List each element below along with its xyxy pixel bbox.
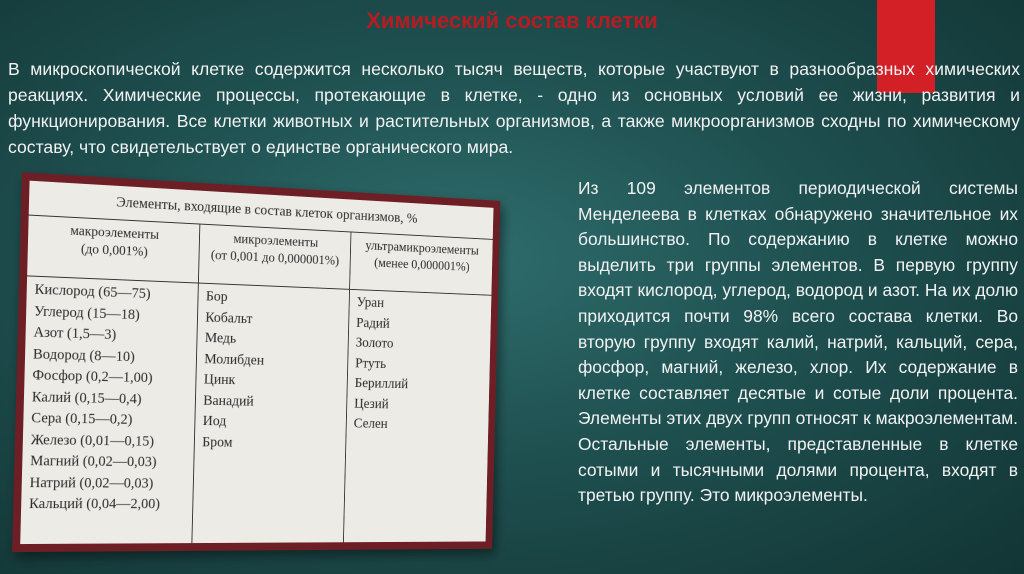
slide-title: Химический состав клетки	[366, 8, 658, 33]
column-subtitle: (менее 0,000001%)	[374, 256, 470, 275]
table-cell: Сера (0,15—0,2)	[31, 410, 133, 428]
side-paragraph: Из 109 элементов периодической системы Менделеева в клетках обнаружено значительное их большинство. По содержанию в клетке можно выделить три группы элементов. В первую группу входят кислород, углерод, водород и азот. На их долю приходится почти 98% всего состава клетки. Во вторую группу входят калий, натрий, кальций, сера, фосфор, магний, железо, хлор. Их содержание в клетке составляет десятые и сотые доли процента. Элементы этих двух групп относят к макроэлементам. Остальные элементы, представленные в клетке сотыми и тысячными долями процента, входят в третью группу. Это микроэлементы.	[578, 178, 1018, 506]
table-cell: Селен	[353, 416, 388, 432]
table-cell: Углерод (15—18)	[33, 303, 141, 323]
table-cell: Уран	[356, 294, 385, 311]
column-body-macro	[20, 276, 199, 544]
table-cell: Иод	[202, 413, 227, 430]
table-cell: Бор	[205, 288, 228, 305]
table-cell: Кобальт	[205, 309, 253, 327]
table-cell: Ртуть	[355, 355, 387, 372]
table-cell: Фосфор (0,2—1,00)	[32, 367, 153, 387]
column-header-micro	[199, 224, 352, 290]
table-cell: Натрий (0,02—0,03)	[29, 474, 154, 492]
elements-table	[20, 181, 493, 544]
table-cell: Кислород (65—75)	[34, 281, 151, 303]
table-cell: Азот (1,5—3)	[33, 324, 117, 344]
table-cell: Радий	[356, 315, 390, 332]
column-title: ультрамикроэлементы	[365, 238, 479, 259]
table-cell: Бром	[202, 434, 233, 450]
table-header: Элементы, входящие в состав клеток организмов, %	[29, 181, 494, 240]
column-subtitle: (до 0,001%)	[80, 242, 148, 260]
table-cell: Золото	[355, 335, 394, 352]
table-cell: Молибден	[204, 351, 265, 369]
elements-table-image	[12, 172, 500, 552]
intro-paragraph: В микроскопической клетке содержится несколько тысяч веществ, которые участвуют в разнообразных химических реакциях. Химические процессы, протекающие в клетке, - одно из основных условий ее жизни, развития и функционирования. Все клетки животных и растительных организмов, а также микроорганизмов сходны по химическому составу, что свидетельствует о единстве органического мира.	[8, 59, 1020, 157]
column-subtitle: (от 0,001 до 0,000001%)	[210, 248, 340, 269]
table-cell: Цинк	[203, 371, 236, 388]
table-cell: Цезий	[354, 395, 389, 412]
table-cell: Бериллий	[354, 375, 409, 392]
column-title: микроэлементы	[233, 232, 319, 251]
table-cell: Магний (0,02—0,03)	[30, 453, 157, 471]
table-cell: Медь	[204, 330, 237, 347]
table-cell: Кальций (0,04—2,00)	[28, 496, 161, 513]
column-body-micro	[192, 284, 350, 544]
table-cell: Железо (0,01—0,15)	[30, 431, 155, 450]
table-cell: Ванадий	[203, 392, 254, 410]
column-body-ultra	[344, 290, 492, 542]
column-title: макроэлементы	[70, 223, 160, 243]
table-cell: Калий (0,15—0,4)	[31, 388, 142, 407]
column-header-ultra	[350, 232, 493, 296]
column-header-macro	[27, 215, 200, 284]
table-cell: Водород (8—10)	[32, 345, 136, 365]
